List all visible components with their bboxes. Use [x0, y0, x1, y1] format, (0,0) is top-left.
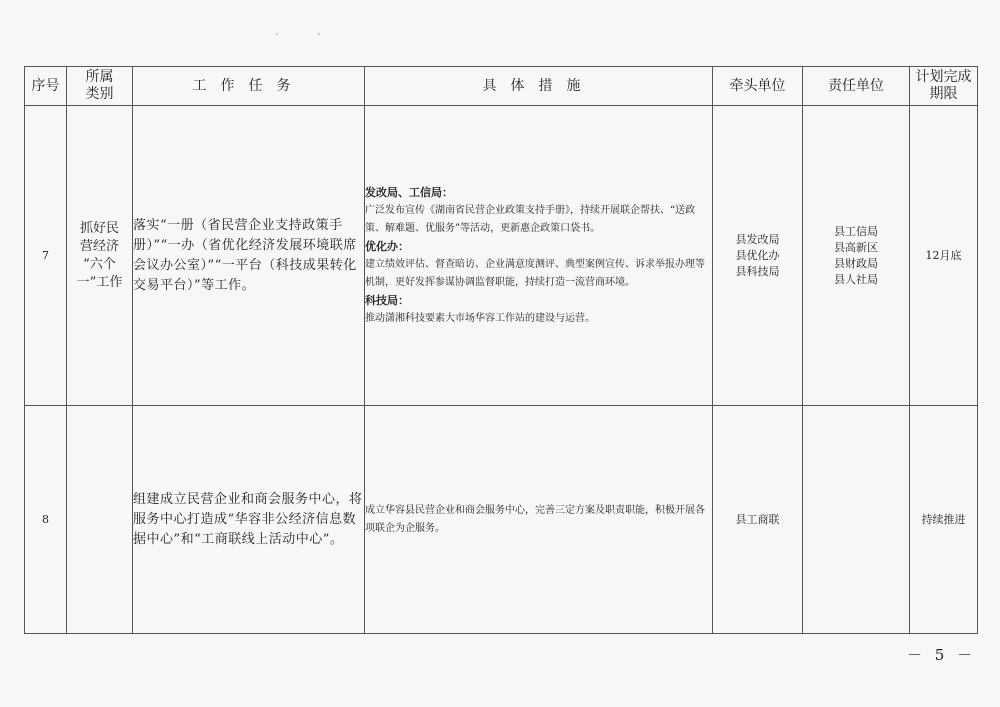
header-resp-unit: 责任单位 — [803, 67, 910, 106]
lead-unit-cell — [713, 106, 803, 406]
task-table — [24, 66, 978, 634]
lead-unit: 县优化办 — [735, 248, 780, 262]
measure-dept: 优化办： — [365, 239, 409, 253]
table-row — [25, 106, 978, 406]
header-seq: 序号 — [25, 67, 67, 106]
resp-unit: 县人社局 — [834, 272, 878, 286]
category-cell-continued — [67, 406, 133, 634]
category-cell — [67, 106, 133, 406]
category-line: 营经济 — [79, 238, 119, 254]
header-deadline-line1: 计划完成 — [915, 69, 972, 85]
resp-unit-cell — [803, 406, 910, 634]
category-line: 一”工作 — [76, 274, 123, 290]
measures-cell — [365, 106, 713, 406]
row-seq: 8 — [25, 406, 67, 634]
resp-unit: 县财政局 — [834, 256, 878, 270]
task-text: 组建成立民营企业和商会服务中心，将服务中心打造成“华容非公经济信息数据中心”和“工商联线上活动中心”。 — [133, 406, 365, 634]
measure-dept: 科技局： — [365, 293, 409, 307]
measure-text: 建立绩效评估、督查暗访、企业满意度测评、典型案例宣传、诉求举报办理等机制，更好发挥参谋协调监督职能，持续打造一流营商环境。 — [365, 258, 705, 288]
deadline: 12月底 — [910, 106, 978, 406]
task-text: 落实“一册（省民营企业支持政策手册）”“一办（省优化经济发展环境联席会议办公室）”“一平台（科技成果转化交易平台）”等工作。 — [133, 106, 365, 406]
header-row — [25, 67, 978, 106]
lead-unit: 县科技局 — [735, 264, 780, 278]
row-seq: 7 — [25, 106, 67, 406]
lead-unit: 县工商联 — [713, 406, 803, 634]
category-line: “六个 — [83, 256, 116, 272]
resp-unit: 县高新区 — [834, 240, 878, 254]
measure-dept: 发改局、工信局： — [365, 185, 453, 199]
header-category — [67, 67, 133, 106]
resp-unit: 县工信局 — [834, 224, 878, 238]
header-task: 工作任务 — [133, 67, 365, 106]
header-deadline-line2: 期限 — [929, 86, 958, 102]
measure-text: 广泛发布宣传《湖南省民营企业政策支持手册》，持续开展联企帮扶、“送政策、解难题、优服务”等活动，更新惠企政策口袋书。 — [365, 204, 696, 234]
scan-dot — [318, 33, 320, 35]
lead-unit: 县发改局 — [735, 232, 780, 246]
header-deadline — [910, 67, 978, 106]
measure-text: 推动潇湘科技要素大市场华容工作站的建设与运营。 — [365, 312, 595, 324]
header-measures: 具体措施 — [365, 67, 713, 106]
category-line: 抓好民 — [79, 220, 119, 236]
scan-dot — [276, 33, 278, 35]
deadline: 持续推进 — [910, 406, 978, 634]
header-category-line1: 所属 — [85, 69, 114, 85]
table-row — [25, 406, 978, 634]
measure-text: 成立华容县民营企业和商会服务中心，完善三定方案及职责职能，积极开展各项联企为企服务。 — [365, 406, 713, 634]
header-lead-unit: 牵头单位 — [713, 67, 803, 106]
resp-unit-cell — [803, 106, 910, 406]
header-category-line2: 类别 — [85, 86, 114, 102]
page-number: － 5 － — [907, 646, 977, 664]
